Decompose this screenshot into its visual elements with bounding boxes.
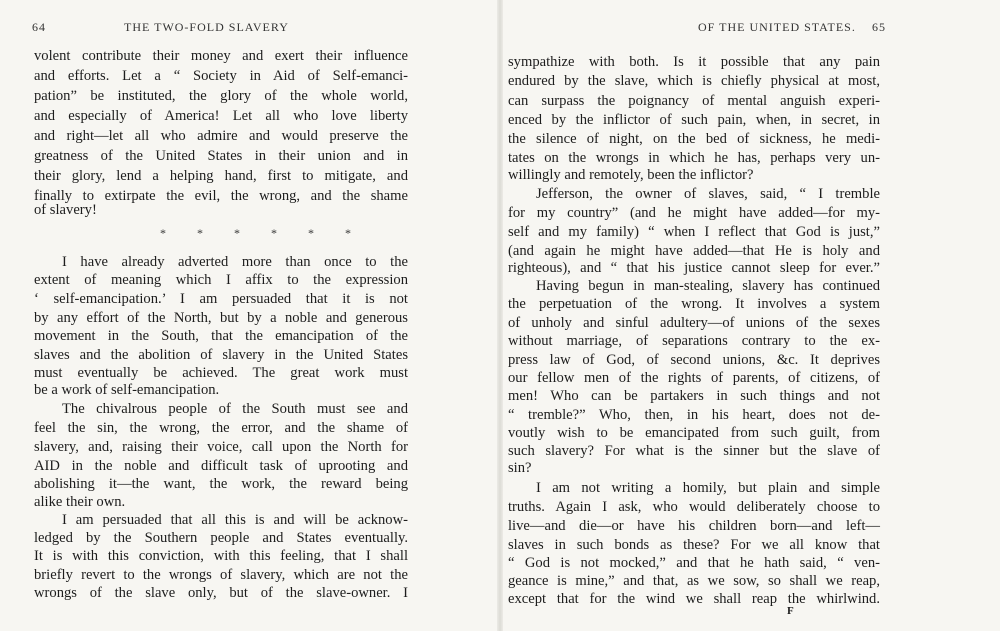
text-line: sin?: [508, 460, 532, 476]
text-line: of slavery!: [34, 202, 97, 218]
text-line: extent of meaning which I affix to the expression: [34, 272, 408, 288]
text-line: greatness of the United States in their union and in: [34, 148, 408, 164]
text-line: such slavery? For what is the sinner but the slave of: [508, 443, 880, 459]
right-page: [500, 0, 1000, 631]
text-line: our fellow men of the rights of parents, of citizens, of: [508, 370, 880, 386]
text-line: ‘ self-emancipation.’ I am persuaded that it is not: [34, 291, 408, 307]
text-line: the perpetuation of the wrong. It involves a system: [508, 296, 880, 312]
text-line: briefly revert to the wrongs of slavery, which are not the: [34, 567, 408, 583]
text-line: the silence of night, on the bed of sickness, he medi-: [508, 131, 880, 147]
text-line: be a work of self-emancipation.: [34, 382, 220, 398]
text-line: voutly wish to be emancipated from such guilt, from: [508, 425, 880, 441]
right-page-header: [510, 20, 886, 40]
text-line: feel the sin, the wrong, the error, and the shame of: [34, 420, 408, 436]
text-line: movement in the South, that the emancipation of the: [34, 328, 408, 344]
text-line: their glory, lend a helping hand, first to mitigate, and: [34, 168, 408, 184]
text-line: finally to extirpate the evil, the wrong, and the shame: [34, 188, 408, 204]
text-line: truths. Again I ask, who would deliberately choose to: [508, 499, 880, 515]
text-line: righteous), and “ that his justice cannot sleep for ever.”: [508, 260, 880, 276]
text-line: wrongs of the slave only, but of the slave-owner. I: [34, 585, 408, 601]
text-line: “ tremble?” Who, then, in his heart, does not de-: [508, 407, 880, 423]
text-line: ledged by the Southern people and States eventually.: [34, 530, 408, 546]
text-line: tates on the wrongs in which he has, perhaps very un-: [508, 150, 880, 166]
right-page-number: 65: [872, 20, 886, 34]
text-line: by any effort of the North, but by a noble and generous: [34, 310, 408, 326]
text-line: self and my family) “ when I reflect that God is just,”: [508, 224, 880, 240]
text-line: of unholy and sinful adultery—of unions of the sexes: [508, 315, 880, 331]
text-line: The chivalrous people of the South must see and: [62, 401, 408, 417]
text-line: sympathize with both. Is it possible that any pain: [508, 54, 880, 70]
text-line: Having begun in man-stealing, slavery has continued: [536, 278, 880, 294]
text-line: willingly and remotely, been the inflictor?: [508, 167, 754, 183]
text-line: It is with this conviction, with this feeling, that I shall: [34, 548, 408, 564]
signature-mark: F: [787, 605, 794, 617]
text-line: “ God is not mocked,” and that he hath said, “ ven-: [508, 555, 880, 571]
text-line: live—and die—or have his children born—and left—: [508, 518, 880, 534]
text-line: slaves and the abolition of slavery in the United States: [34, 347, 408, 363]
text-line: and right—let all who admire and would preserve the: [34, 128, 408, 144]
text-line: endured by the slave, which is chiefly physical at most,: [508, 73, 880, 89]
text-line: press law of God, of second unions, &c. It deprives: [508, 352, 880, 368]
text-line: slavery, and, raising their voice, call upon the North for: [34, 439, 408, 455]
right-running-head: OF THE UNITED STATES.: [698, 20, 856, 34]
text-line: must eventually be achieved. The great work must: [34, 365, 408, 381]
text-line: slaves in such bonds as these? For we all know that: [508, 537, 880, 553]
text-line: I have already adverted more than once to the: [62, 254, 408, 270]
left-page-header: [32, 20, 412, 40]
left-page-number: 64: [32, 20, 46, 34]
text-line: without marriage, of separations contrary to the ex-: [508, 333, 880, 349]
text-line: and especially of America! Let all who love liberty: [34, 108, 408, 124]
text-line: alike their own.: [34, 494, 126, 510]
text-line: can surpass the poignancy of mental anguish experi-: [508, 93, 880, 109]
left-running-head: THE TWO-FOLD SLAVERY: [124, 20, 289, 34]
section-break: * * * * * *: [160, 226, 365, 240]
text-line: except that for the wind we shall reap the whirlwind.: [508, 591, 880, 607]
text-line: and efforts. Let a “ Society in Aid of Self-emanci-: [34, 68, 408, 84]
text-line: AID in the noble and difficult task of uprooting and: [34, 458, 408, 474]
text-line: pation” be instituted, the glory of the whole world,: [34, 88, 408, 104]
text-line: enced by the inflictor of such pain, when, in secret, in: [508, 112, 880, 128]
text-line: volent contribute their money and exert their influence: [34, 48, 408, 64]
text-line: I am persuaded that all this is and will be acknow-: [62, 512, 408, 528]
text-line: men! Who can be partakers in such things and not: [508, 388, 880, 404]
text-line: Jefferson, the owner of slaves, said, “ I tremble: [536, 186, 880, 202]
text-line: for my country” (and he might have added—for my-: [508, 205, 880, 221]
text-line: geance is mine,” and that, as we sow, so shall we reap,: [508, 573, 880, 589]
text-line: I am not writing a homily, but plain and simple: [536, 480, 880, 496]
text-line: (and again he might have added—that He is holy and: [508, 243, 880, 259]
text-line: abolishing it—the want, the work, the reward being: [34, 476, 408, 492]
